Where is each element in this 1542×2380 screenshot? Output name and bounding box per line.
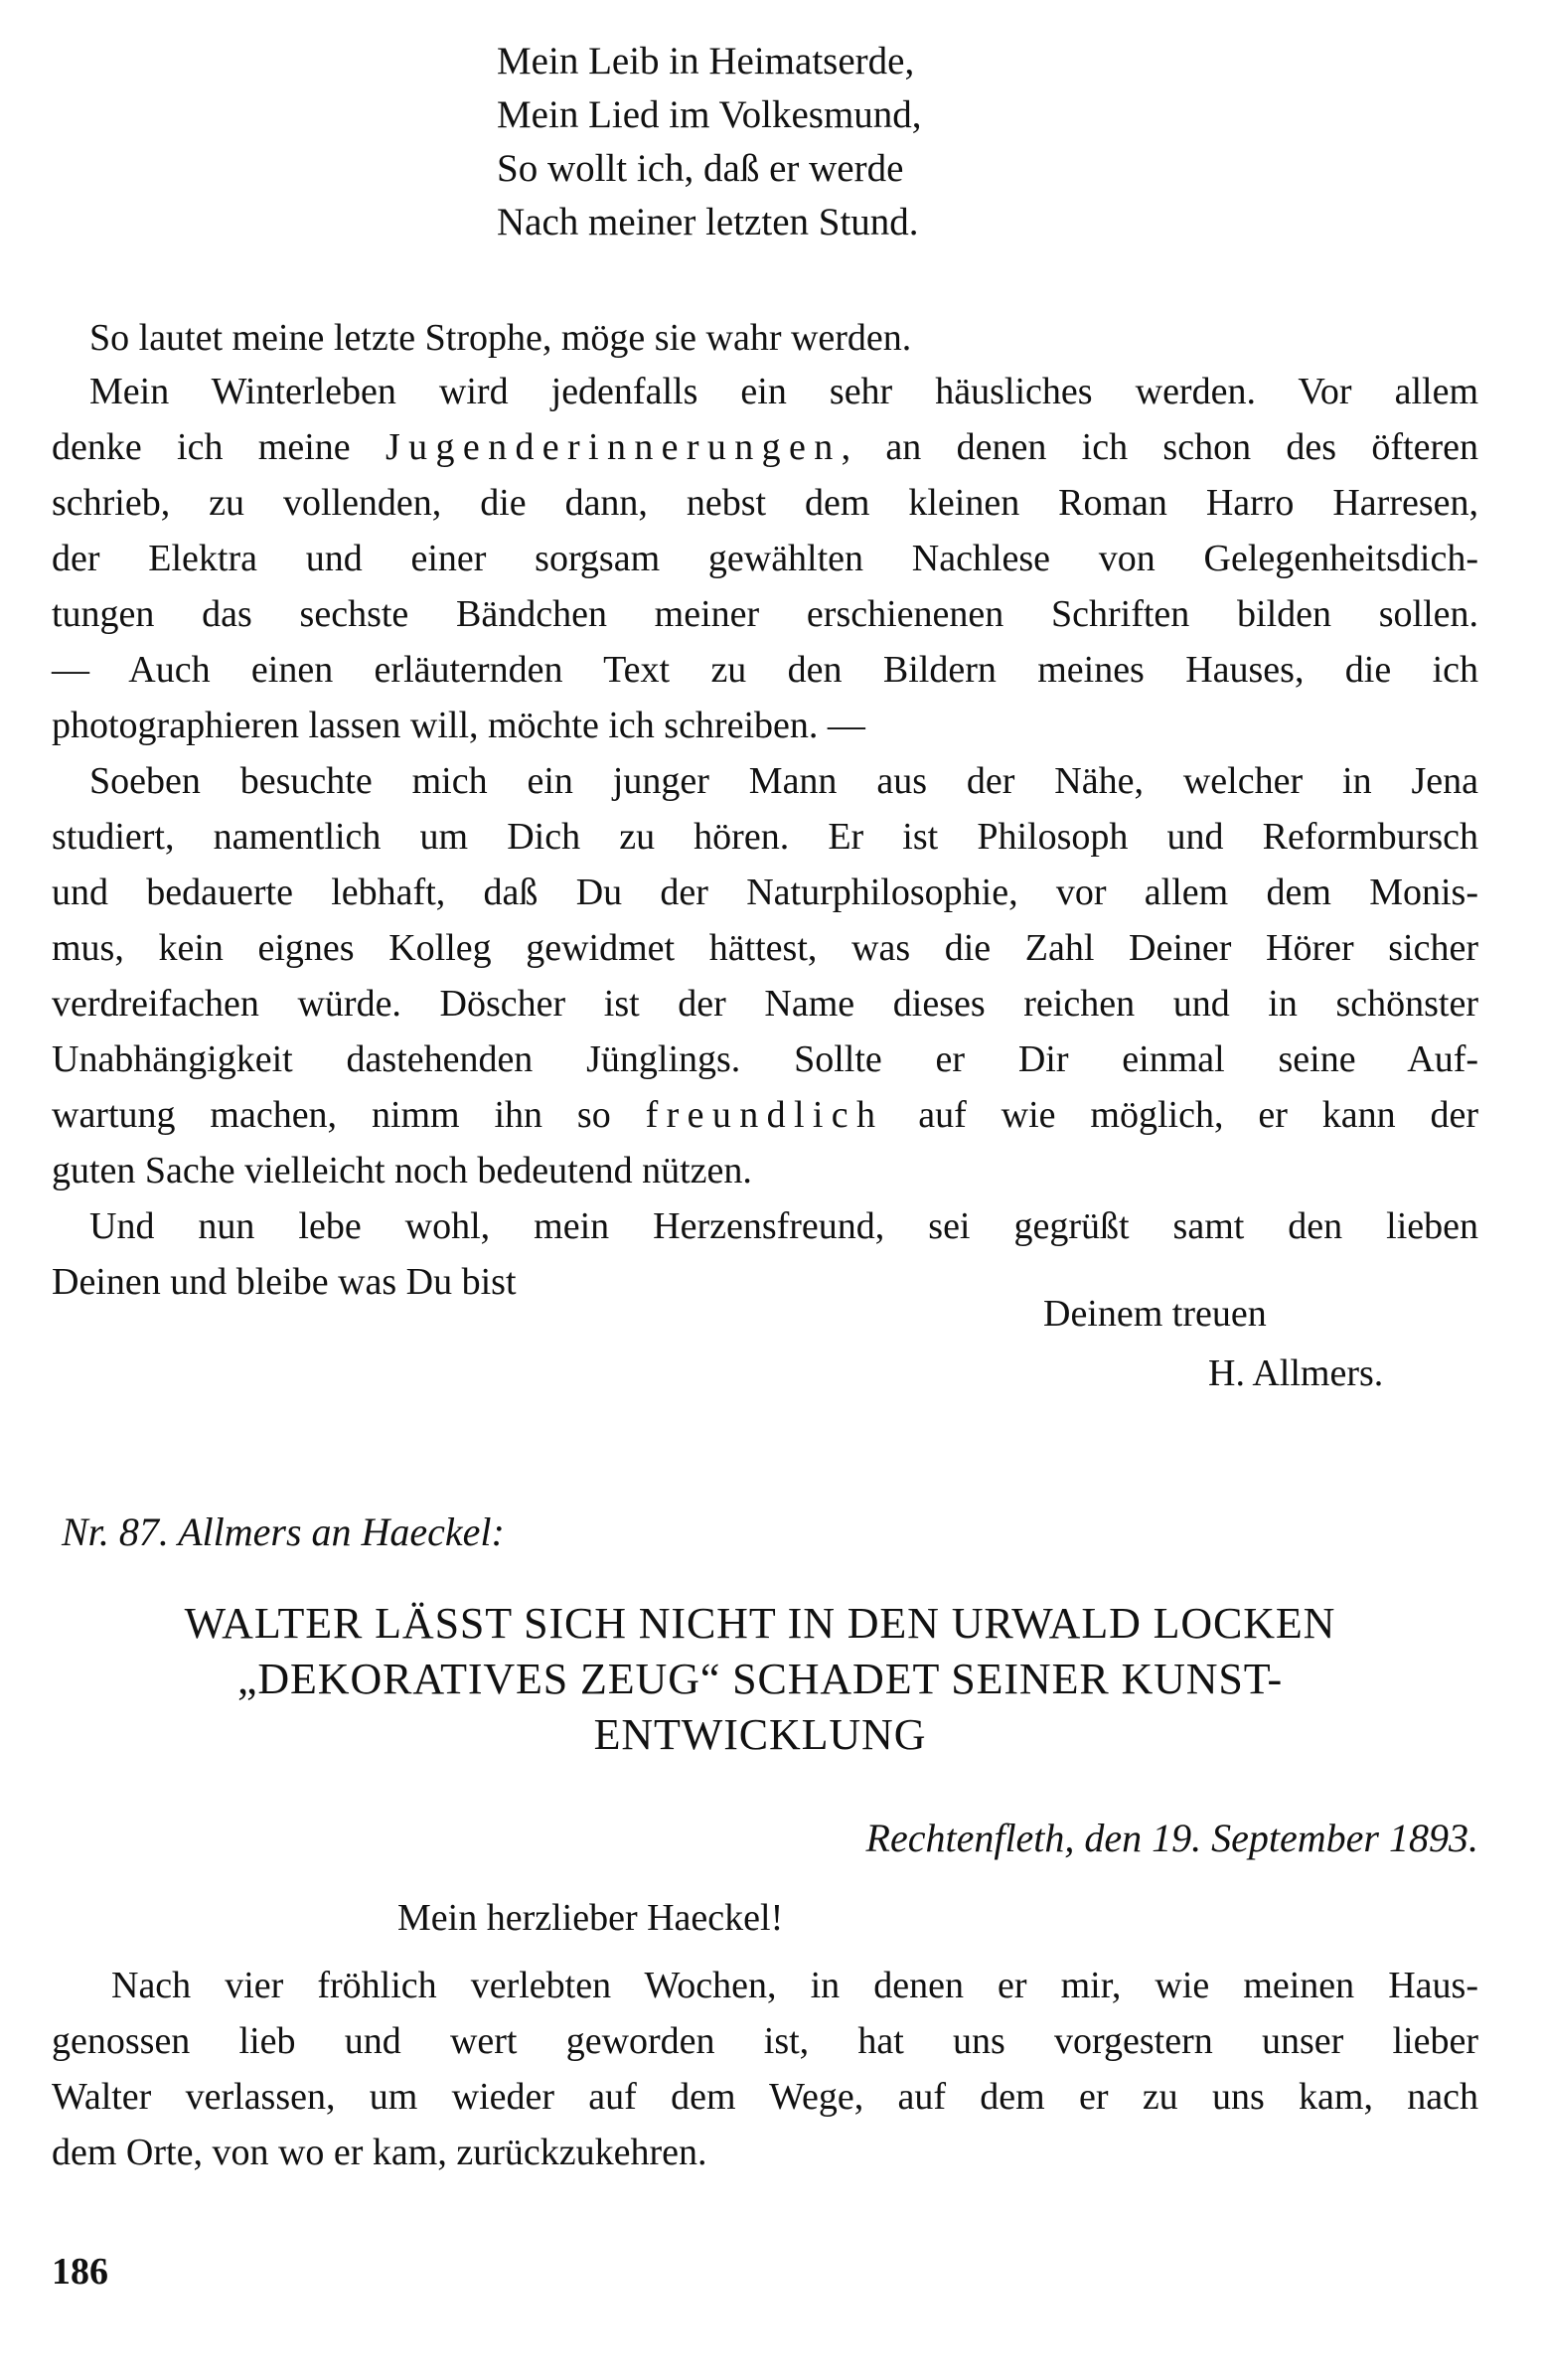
text-line xyxy=(52,425,1478,469)
text-line: mus, kein eignes Kolleg gewidmet hättest, was die Zahl Deiner Hörer sicher xyxy=(52,927,1478,969)
signature: H. Allmers. xyxy=(1208,1352,1384,1394)
text-line: photographieren lassen will, möchte ich schreiben. — xyxy=(52,705,865,746)
text-line: genossen lieb und wert geworden ist, hat uns vorgestern unser lieber xyxy=(52,2020,1478,2062)
text-line: Und nun lebe wohl, mein Herzensfreund, sei gegrüßt samt den lieben xyxy=(89,1205,1478,1247)
letter-greeting: Mein herzlieber Haeckel! xyxy=(397,1897,784,1939)
text-line: schrieb, zu vollenden, die dann, nebst dem kleinen Roman Harro Harresen, xyxy=(52,482,1478,524)
text-line: So lautet meine letzte Strophe, möge sie wahr werden. xyxy=(89,317,912,359)
spaced-emphasis: freundlich xyxy=(645,1094,884,1136)
letter-heading-line: WALTER LÄSST SICH NICHT IN DEN URWALD LOCKEN xyxy=(184,1599,1336,1648)
text-line: Deinen und bleibe was Du bist xyxy=(52,1261,517,1303)
letter-number: Nr. 87. Allmers an Haeckel: xyxy=(62,1509,505,1554)
text-line: Nach vier fröhlich verlebten Wochen, in denen er mir, wie meinen Haus- xyxy=(111,1965,1478,2006)
text-line: Mein Winterleben wird jedenfalls ein sehr häusliches werden. Vor allem xyxy=(89,371,1478,412)
poem-line: Mein Leib in Heimatserde, xyxy=(497,40,915,82)
text-line: der Elektra und einer sorgsam gewählten Nachlese von Gelegenheitsdich- xyxy=(52,538,1478,579)
text-span: denke ich meine xyxy=(52,426,386,468)
poem-line: So wollt ich, daß er werde xyxy=(497,147,904,190)
poem-line: Mein Lied im Volkesmund, xyxy=(497,93,922,136)
text-line: Soeben besuchte mich ein junger Mann aus der Nähe, welcher in Jena xyxy=(89,760,1478,802)
place-date: Rechtenfleth, den 19. September 1893. xyxy=(865,1816,1478,1860)
letter-heading-line: ENTWICKLUNG xyxy=(593,1710,927,1759)
text-line: studiert, namentlich um Dich zu hören. Er ist Philosoph und Reformbursch xyxy=(52,816,1478,858)
text-line: Walter verlassen, um wieder auf dem Wege, auf dem er zu uns kam, nach xyxy=(52,2076,1478,2118)
poem-line: Nach meiner letzten Stund. xyxy=(497,201,919,243)
spaced-emphasis: Jugenderinnerungen xyxy=(385,426,842,468)
text-line: und bedauerte lebhaft, daß Du der Naturphilosophie, vor allem dem Monis- xyxy=(52,872,1478,913)
text-line: tungen das sechste Bändchen meiner erschienenen Schriften bilden sollen. xyxy=(52,593,1478,635)
text-line: dem Orte, von wo er kam, zurückzukehren. xyxy=(52,2132,707,2173)
text-line: verdreifachen würde. Döscher ist der Name dieses reichen und in schönster xyxy=(52,983,1478,1025)
letter-heading-line: „DEKORATIVES ZEUG“ SCHADET SEINER KUNST- xyxy=(236,1655,1284,1703)
text-line: wartung machen, nimm ihn so freundlich auf wie möglich, er kann der xyxy=(52,1094,1478,1136)
text-span: , an denen ich schon des öfteren xyxy=(841,426,1478,468)
text-line: — Auch einen erläuternden Text zu den Bildern meines Hauses, die ich xyxy=(52,649,1478,691)
page-number: 186 xyxy=(52,2251,108,2293)
text-line: guten Sache vielleicht noch bedeutend nützen. xyxy=(52,1150,752,1191)
text-line: Unabhängigkeit dastehenden Jünglings. Sollte er Dir einmal seine Auf- xyxy=(52,1038,1478,1080)
closing-salutation: Deinem treuen xyxy=(1043,1293,1267,1335)
